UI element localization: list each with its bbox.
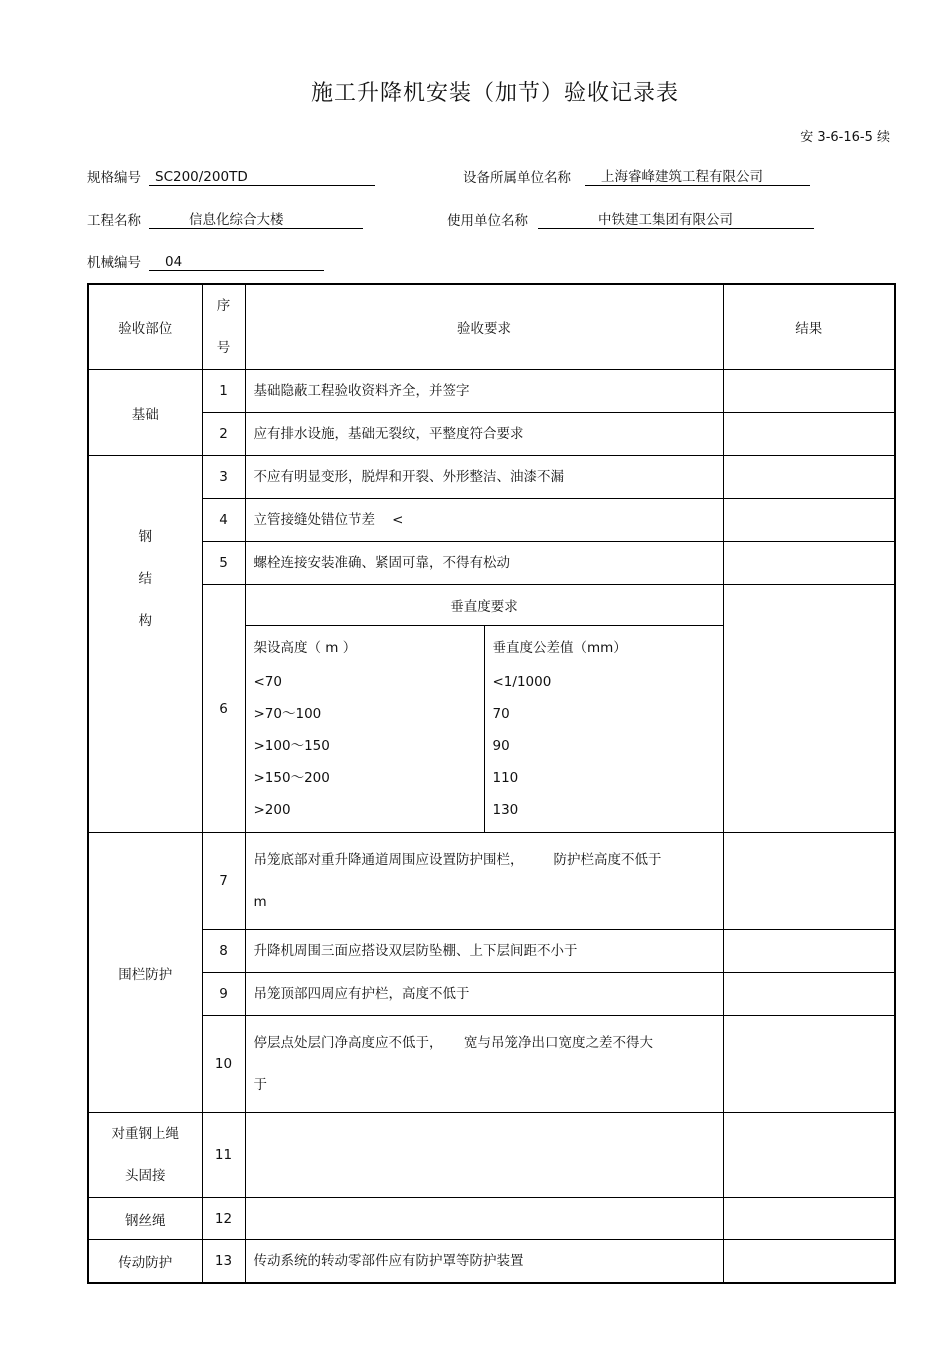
- table-row: [88, 1016, 895, 1113]
- owner-field: [463, 166, 810, 186]
- header-result: 结果: [723, 284, 895, 370]
- result-cell[interactable]: [723, 413, 895, 456]
- machine-field: [87, 251, 324, 271]
- tolerance-header: 垂直度公差值（mm）: [492, 640, 627, 656]
- header-seq: 序 号: [202, 284, 245, 370]
- tolerance-value: 130: [492, 802, 519, 818]
- spec-value: SC200/200TD: [149, 168, 375, 186]
- requirement-text: 吊笼顶部四周应有护栏，高度不低于: [245, 973, 723, 1016]
- result-cell[interactable]: [723, 585, 895, 833]
- result-cell[interactable]: [723, 930, 895, 973]
- table-row: [88, 542, 895, 585]
- row-number: 3: [202, 456, 245, 499]
- header-row: [88, 284, 895, 370]
- tolerance-value: 90: [492, 738, 510, 754]
- project-field: [87, 209, 363, 229]
- section-counterweight-rope: 对重钢上绳 头固接: [88, 1113, 202, 1198]
- requirement-text: 基础隐蔽工程验收资料齐全，并签字: [245, 370, 723, 413]
- result-cell[interactable]: [723, 542, 895, 585]
- machine-value: 04: [149, 253, 324, 271]
- requirement-text: 吊笼底部对重升降通道周围应设置防护围栏， 防护栏高度不低于 m: [245, 833, 723, 930]
- height-value: >150～200: [253, 770, 330, 786]
- table-row: [88, 930, 895, 973]
- row-number: 9: [202, 973, 245, 1016]
- result-cell[interactable]: [723, 833, 895, 930]
- owner-label: 设备所属单位名称: [463, 170, 571, 186]
- row-number: 7: [202, 833, 245, 930]
- project-value: 信息化综合大楼: [149, 211, 363, 229]
- user-field: [447, 209, 814, 229]
- height-value: >200: [253, 802, 291, 818]
- header-requirement: 验收要求: [245, 284, 723, 370]
- height-value: >70～100: [253, 706, 322, 722]
- row-number: 2: [202, 413, 245, 456]
- table-row: [88, 1240, 895, 1284]
- height-header: 架设高度（ m ）: [253, 640, 357, 656]
- row-number: 10: [202, 1016, 245, 1113]
- table-row: [88, 1198, 895, 1240]
- machine-label: 机械编号: [87, 255, 141, 271]
- row-number: 6: [202, 585, 245, 833]
- requirement-text: 传动系统的转动零部件应有防护罩等防护装置: [245, 1240, 723, 1284]
- result-cell[interactable]: [723, 456, 895, 499]
- section-fence-protection: 围栏防护: [88, 833, 202, 1113]
- table-row: [88, 833, 895, 930]
- result-cell[interactable]: [723, 973, 895, 1016]
- height-column: [246, 626, 485, 833]
- section-foundation: 基础: [88, 370, 202, 456]
- spec-label: 规格编号: [87, 170, 141, 186]
- user-label: 使用单位名称: [447, 213, 528, 229]
- table-row: [88, 370, 895, 413]
- requirement-text: 升降机周围三面应搭设双层防坠棚、上下层间距不小于: [245, 930, 723, 973]
- result-cell[interactable]: [723, 1113, 895, 1198]
- requirement-text: 不应有明显变形，脱焊和开裂、外形整洁、油漆不漏: [245, 456, 723, 499]
- result-cell[interactable]: [723, 1016, 895, 1113]
- section-drive-protection: 传动防护: [88, 1240, 202, 1284]
- row-number: 11: [202, 1113, 245, 1198]
- requirement-text: 应有排水设施，基础无裂纹，平整度符合要求: [245, 413, 723, 456]
- table-row: [88, 973, 895, 1016]
- section-steel-structure: 钢 结 构: [88, 456, 202, 833]
- table-row: [88, 413, 895, 456]
- section-wire-rope: 钢丝绳: [88, 1198, 202, 1240]
- tolerance-value: 70: [492, 706, 510, 722]
- height-value: >100～150: [253, 738, 330, 754]
- spec-field: [87, 166, 375, 186]
- tolerance-column: [484, 626, 723, 833]
- document-number: 安 3-6-16-5 续: [800, 130, 890, 145]
- user-value: 中铁建工集团有限公司: [538, 211, 814, 229]
- verticality-table: [246, 585, 723, 832]
- result-cell[interactable]: [723, 370, 895, 413]
- requirement-text: [245, 1113, 723, 1198]
- tolerance-value: 110: [492, 770, 519, 786]
- row-number: 8: [202, 930, 245, 973]
- result-cell[interactable]: [723, 1240, 895, 1284]
- header-part: 验收部位: [88, 284, 202, 370]
- table-row: [88, 499, 895, 542]
- row-number: 12: [202, 1198, 245, 1240]
- requirement-text: 停层点处层门净高度应不低于， 宽与吊笼净出口宽度之差不得大 于: [245, 1016, 723, 1113]
- page-title: 施工升降机安装（加节）验收记录表: [310, 81, 679, 106]
- height-value: <70: [253, 674, 282, 690]
- verticality-title: 垂直度要求: [246, 585, 723, 626]
- table-row: [88, 585, 895, 833]
- project-label: 工程名称: [87, 213, 141, 229]
- row-number: 5: [202, 542, 245, 585]
- result-cell[interactable]: [723, 499, 895, 542]
- result-cell[interactable]: [723, 1198, 895, 1240]
- row-number: 1: [202, 370, 245, 413]
- row-number: 13: [202, 1240, 245, 1284]
- owner-value: 上海睿峰建筑工程有限公司: [585, 168, 810, 186]
- table-row: [88, 456, 895, 499]
- requirement-text: 立管接缝处错位节差 <: [245, 499, 723, 542]
- table-row: [88, 1113, 895, 1198]
- requirement-text: 螺栓连接安装准确、紧固可靠，不得有松动: [245, 542, 723, 585]
- verticality-block: [245, 585, 723, 833]
- requirement-text: [245, 1198, 723, 1240]
- row-number: 4: [202, 499, 245, 542]
- tolerance-value: <1/1000: [492, 674, 552, 690]
- inspection-table: [87, 283, 896, 1284]
